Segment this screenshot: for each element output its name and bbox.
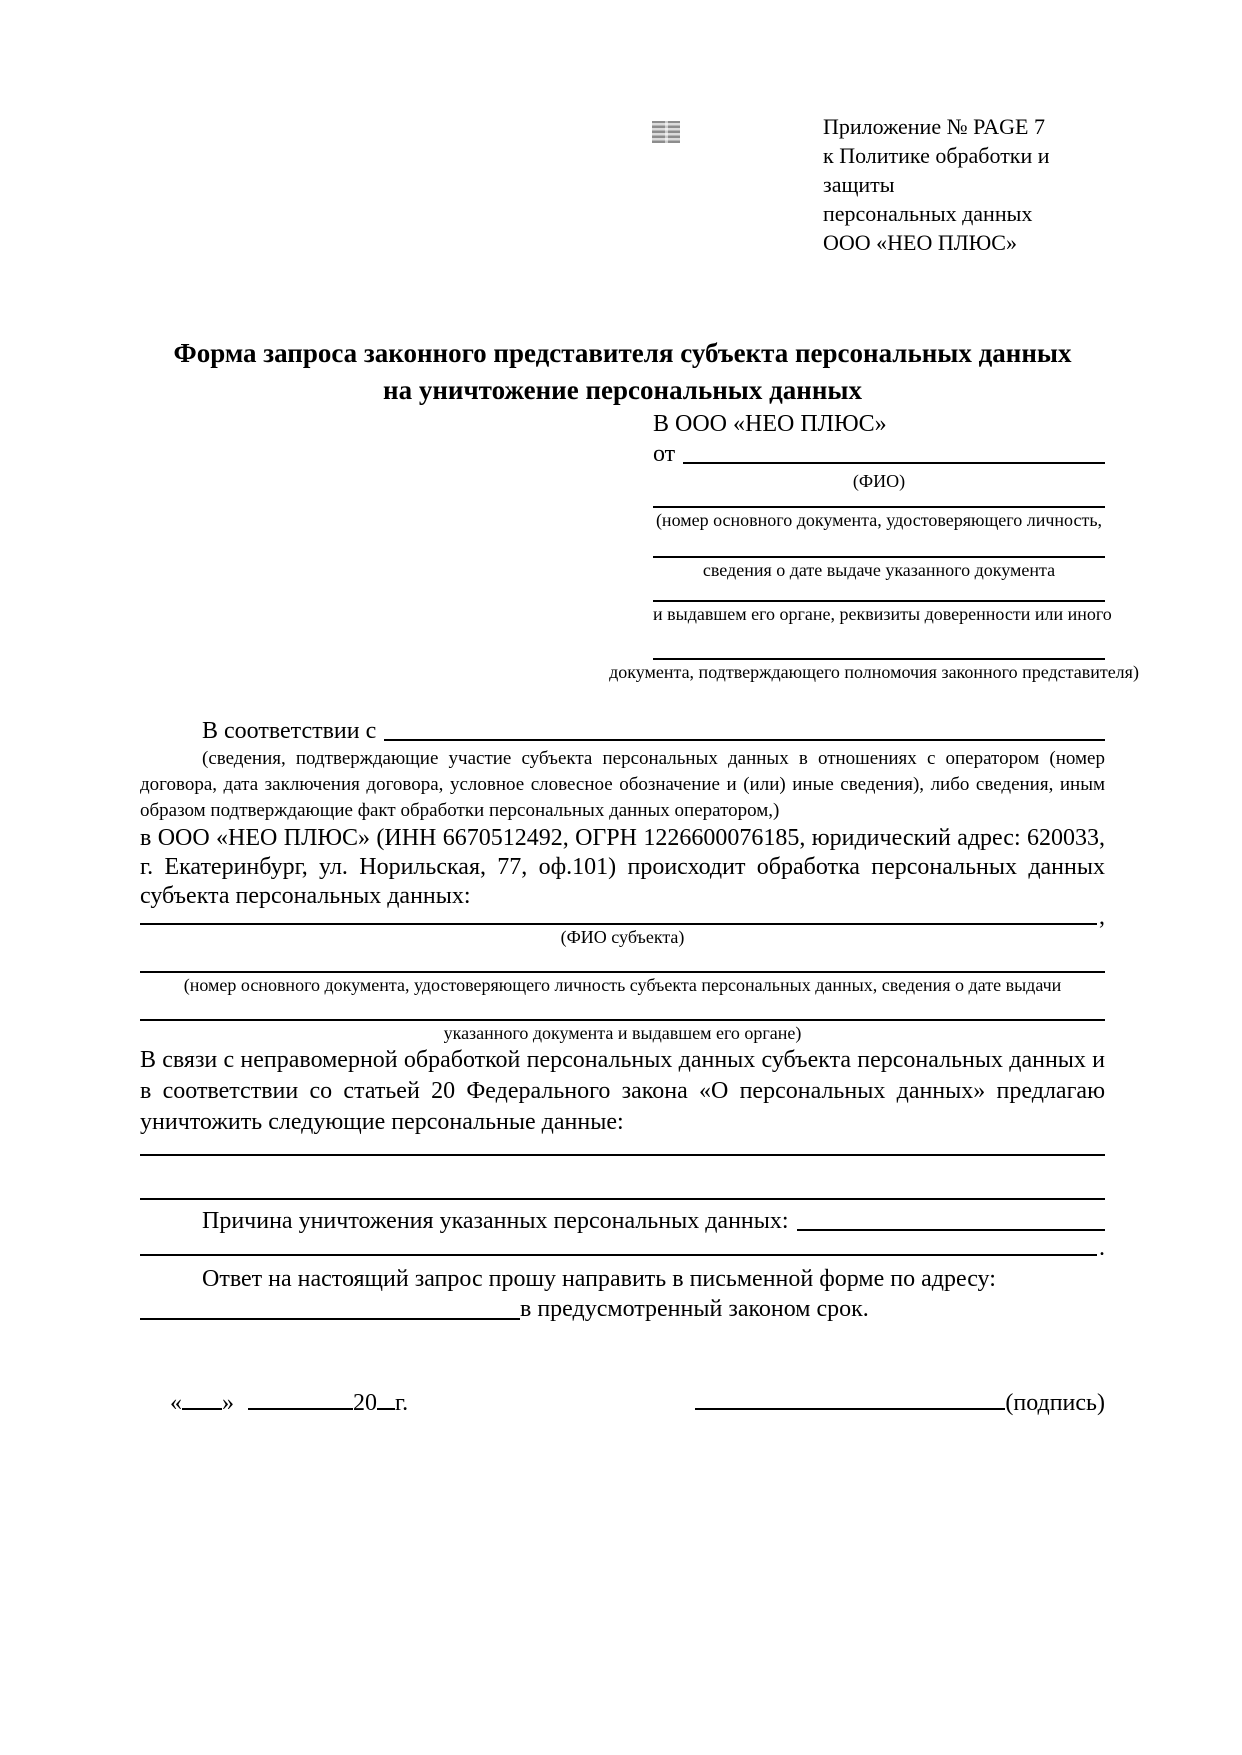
- open-quote: «: [170, 1390, 182, 1416]
- form-title-line1: Форма запроса законного представителя субъекта персональных данных: [173, 338, 1072, 368]
- company-name-line: ООО «НЕО ПЛЮС»: [823, 230, 1017, 255]
- addressee-block: [609, 409, 1139, 684]
- issuing-authority-blank-field: [653, 582, 1105, 602]
- paragraph-indent: [140, 716, 202, 746]
- year-blank-field: [377, 1390, 395, 1410]
- document-number-caption: (номер основного документа, удостоверяющего личность,: [655, 510, 1103, 530]
- subject-document-blank-field-2: [140, 997, 1105, 1021]
- from-blank-field: [683, 439, 1105, 464]
- year-suffix: г.: [395, 1390, 409, 1416]
- policy-reference-line: персональных данных: [823, 201, 1033, 226]
- representative-authority-blank-field: [653, 626, 1105, 660]
- destruction-reason-label: Причина уничтожения указанных персональных данных:: [202, 1208, 789, 1234]
- destruction-reason-blank-field: [797, 1206, 1105, 1231]
- accordance-blank-field: [384, 716, 1105, 741]
- representative-authority-caption: документа, подтверждающего полномочия законного представителя): [609, 662, 1139, 682]
- response-request-line: Ответ на настоящий запрос прошу направить в письменной форме по адресу:: [202, 1266, 996, 1292]
- from-label: от: [653, 441, 676, 467]
- accordance-footnote: (сведения, подтверждающие участие субъекта персональных данных в отношениях с оператором (номер договора, дата заключения договора, условное словесное обозначение и (или) иные сведения), либо сведения, иным образом подтверждающие факт обработки персональных данных оператором,): [140, 748, 1105, 821]
- day-blank-field: [182, 1390, 222, 1410]
- policy-reference-line: к Политике обработки и защиты: [823, 143, 1050, 197]
- subject-document-caption-1: (номер основного документа, удостоверяющего личность субъекта персональных данных, сведения о дате выдачи: [183, 975, 1062, 995]
- signature-date-row: [140, 1388, 1105, 1418]
- accordance-field-row: [140, 716, 1105, 746]
- from-field-row: [653, 439, 1105, 469]
- trailing-period: .: [1099, 1235, 1105, 1261]
- response-deadline-text: в предусмотренный законом срок.: [520, 1296, 869, 1322]
- month-blank-field: [248, 1390, 353, 1410]
- unlawful-processing-paragraph: В связи с неправомерной обработкой персональных данных субъекта персональных данных и в соответствии со статьей 20 Федерального закона «О персональных данных» предлагаю уничтожить следующие персональные данные:: [140, 1047, 1105, 1135]
- subject-fio-caption: (ФИО субъекта): [560, 927, 685, 947]
- trailing-comma: ,: [1099, 904, 1105, 930]
- destruction-reason-row: [140, 1206, 1105, 1236]
- appendix-number-line: Приложение № PAGE 7: [823, 114, 1045, 139]
- fio-caption: (ФИО): [852, 471, 906, 491]
- subject-document-blank-field: [140, 949, 1105, 973]
- date-field-group: [170, 1388, 408, 1418]
- issuing-authority-caption: и выдавшем его органе, реквизиты доверенности или иного: [653, 604, 1112, 624]
- issue-date-blank-field: [653, 532, 1105, 558]
- subject-fio-blank-row: [140, 904, 1105, 930]
- accordance-label: В соответствии с: [202, 718, 377, 744]
- close-quote: »: [222, 1390, 234, 1416]
- subject-document-caption-2: указанного документа и выдавшем его органе): [443, 1023, 802, 1043]
- appendix-header: [823, 0, 1123, 257]
- operator-paragraph: в ООО «НЕО ПЛЮС» (ИНН 6670512492, ОГРН 1226600076185, юридический адрес: 620033, г. Екатеринбург, ул. Норильская, 77, оф.101) происходит обработка персональных данных субъекта персональных данных:: [140, 825, 1105, 909]
- issue-date-caption: сведения о дате выдаче указанного документа: [702, 560, 1056, 580]
- signature-blank-field: [695, 1390, 1005, 1410]
- document-content: [140, 0, 1139, 1418]
- hidden-field-text-icon: [652, 121, 680, 143]
- signature-field-group: [695, 1388, 1105, 1418]
- addressee-company: В ООО «НЕО ПЛЮС»: [653, 411, 887, 437]
- response-address-blank-field: [140, 1300, 520, 1320]
- signature-caption: (подпись): [1005, 1390, 1105, 1416]
- destruction-reason-blank-field-2: [140, 1254, 1097, 1256]
- year-prefix: 20: [353, 1390, 377, 1416]
- response-address-row: [140, 1294, 1105, 1324]
- form-title: [140, 335, 1105, 409]
- data-to-destroy-blank-field-1: [140, 1138, 1105, 1156]
- document-number-blank-field: [653, 493, 1105, 508]
- destruction-reason-blank-row: [140, 1235, 1105, 1261]
- data-to-destroy-blank-field-2: [140, 1156, 1105, 1200]
- form-title-line2: на уничтожение персональных данных: [383, 375, 862, 405]
- paragraph-indent: [140, 1206, 202, 1236]
